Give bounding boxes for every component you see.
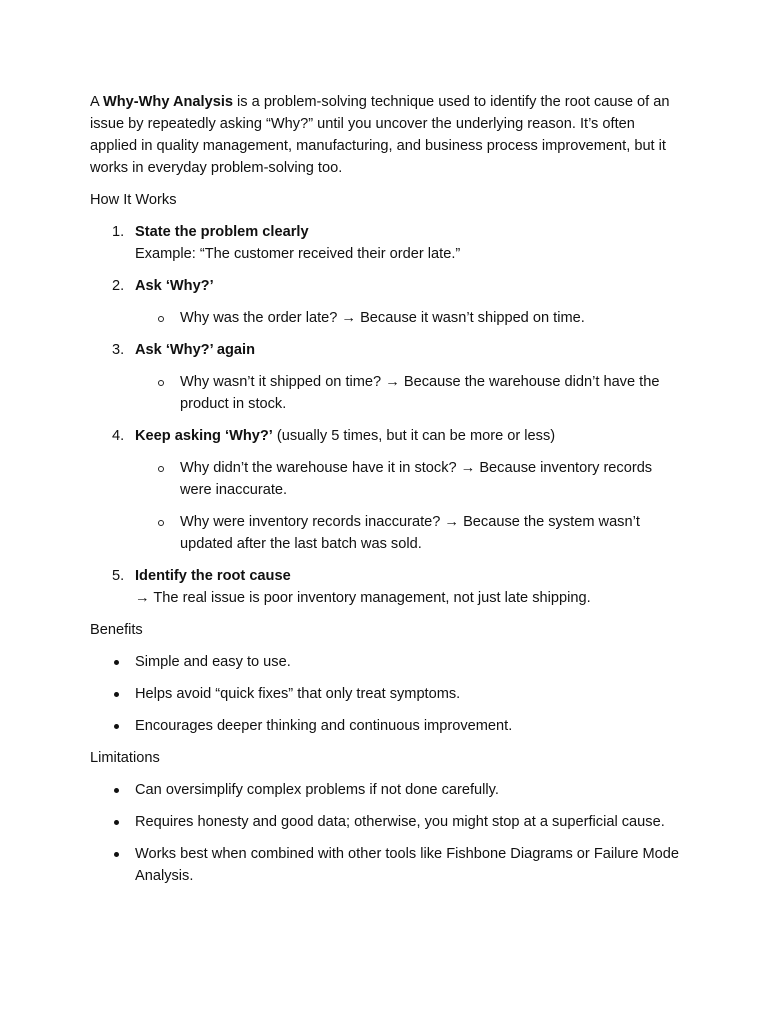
- circle-bullet-icon: [158, 520, 164, 526]
- benefits-heading: Benefits: [90, 622, 143, 638]
- step-item: [90, 425, 680, 555]
- intro-text: is a problem-solving technique used to identify the root cause of an issue by repeatedly asking “Why?” until you uncover the underlying reason. It’s often applied in quality management, manufacturing, and business process improvement, but it works in everyday problem-solving too.: [90, 94, 670, 176]
- step-title: Ask ‘Why?’ again: [135, 342, 256, 358]
- step-number: 1.: [112, 224, 125, 240]
- step-title: State the problem clearly: [135, 224, 309, 240]
- sub-item-text: Why were inventory records inaccurate? → Because the system wasn’t updated after the last batch was sold.: [180, 514, 640, 552]
- step-note: (usually 5 times, but it can be more or less): [272, 428, 556, 444]
- intro-paragraph: [90, 91, 680, 179]
- limitation-item: [90, 811, 680, 833]
- bullet-dot-icon: [114, 692, 119, 697]
- step-item: [90, 221, 680, 265]
- sub-item-text: Why was the order late? → Because it wasn’t shipped on time.: [180, 310, 585, 326]
- benefit-text: Helps avoid “quick fixes” that only treat symptoms.: [135, 686, 461, 702]
- step-detail: Example: “The customer received their order late.”: [135, 246, 461, 262]
- benefits-list: [90, 651, 680, 737]
- step-detail: → The real issue is poor inventory management, not just late shipping.: [135, 590, 591, 606]
- limitations-list: [90, 779, 680, 887]
- sub-item: [135, 457, 680, 501]
- sub-item-text: Why didn’t the warehouse have it in stock? → Because inventory records were inaccurate.: [180, 460, 653, 498]
- step-title: Ask ‘Why?’: [135, 278, 214, 294]
- limitation-text: Requires honesty and good data; otherwise, you might stop at a superficial cause.: [135, 814, 665, 830]
- bullet-dot-icon: [114, 660, 119, 665]
- limitation-item: [90, 843, 680, 887]
- sub-list: [135, 457, 680, 555]
- circle-bullet-icon: [158, 466, 164, 472]
- limitations-heading: Limitations: [90, 750, 160, 766]
- document-page: [90, 91, 680, 897]
- step-number: 2.: [112, 278, 125, 294]
- benefit-item: [90, 651, 680, 673]
- intro-term: Why-Why Analysis: [102, 94, 233, 110]
- benefit-text: Simple and easy to use.: [135, 654, 291, 670]
- circle-bullet-icon: [158, 380, 164, 386]
- benefit-item: [90, 683, 680, 705]
- sub-list: [135, 307, 680, 329]
- step-number: 3.: [112, 342, 125, 358]
- sub-item-text: Why wasn’t it shipped on time? → Because the warehouse didn’t have the product in stock.: [180, 374, 660, 412]
- bullet-dot-icon: [114, 852, 119, 857]
- bullet-dot-icon: [114, 724, 119, 729]
- step-title: Identify the root cause: [135, 568, 291, 584]
- step-item: [90, 275, 680, 329]
- intro-lead: A: [90, 94, 103, 110]
- limitation-item: [90, 779, 680, 801]
- sub-list: [135, 371, 680, 415]
- step-title: Keep asking ‘Why?’: [135, 428, 273, 444]
- sub-item: [135, 511, 680, 555]
- limitation-text: Can oversimplify complex problems if not done carefully.: [135, 782, 499, 798]
- bullet-dot-icon: [114, 788, 119, 793]
- step-item: [90, 339, 680, 415]
- step-item: [90, 565, 680, 609]
- benefit-text: Encourages deeper thinking and continuous improvement.: [135, 718, 513, 734]
- limitation-text: Works best when combined with other tools like Fishbone Diagrams or Failure Mode Analysis.: [135, 846, 679, 884]
- step-number: 5.: [112, 568, 125, 584]
- sub-item: [135, 307, 680, 329]
- how-it-works-heading: How It Works: [90, 192, 177, 208]
- benefit-item: [90, 715, 680, 737]
- step-number: 4.: [112, 428, 125, 444]
- bullet-dot-icon: [114, 820, 119, 825]
- steps-list: [90, 221, 680, 609]
- circle-bullet-icon: [158, 316, 164, 322]
- sub-item: [135, 371, 680, 415]
